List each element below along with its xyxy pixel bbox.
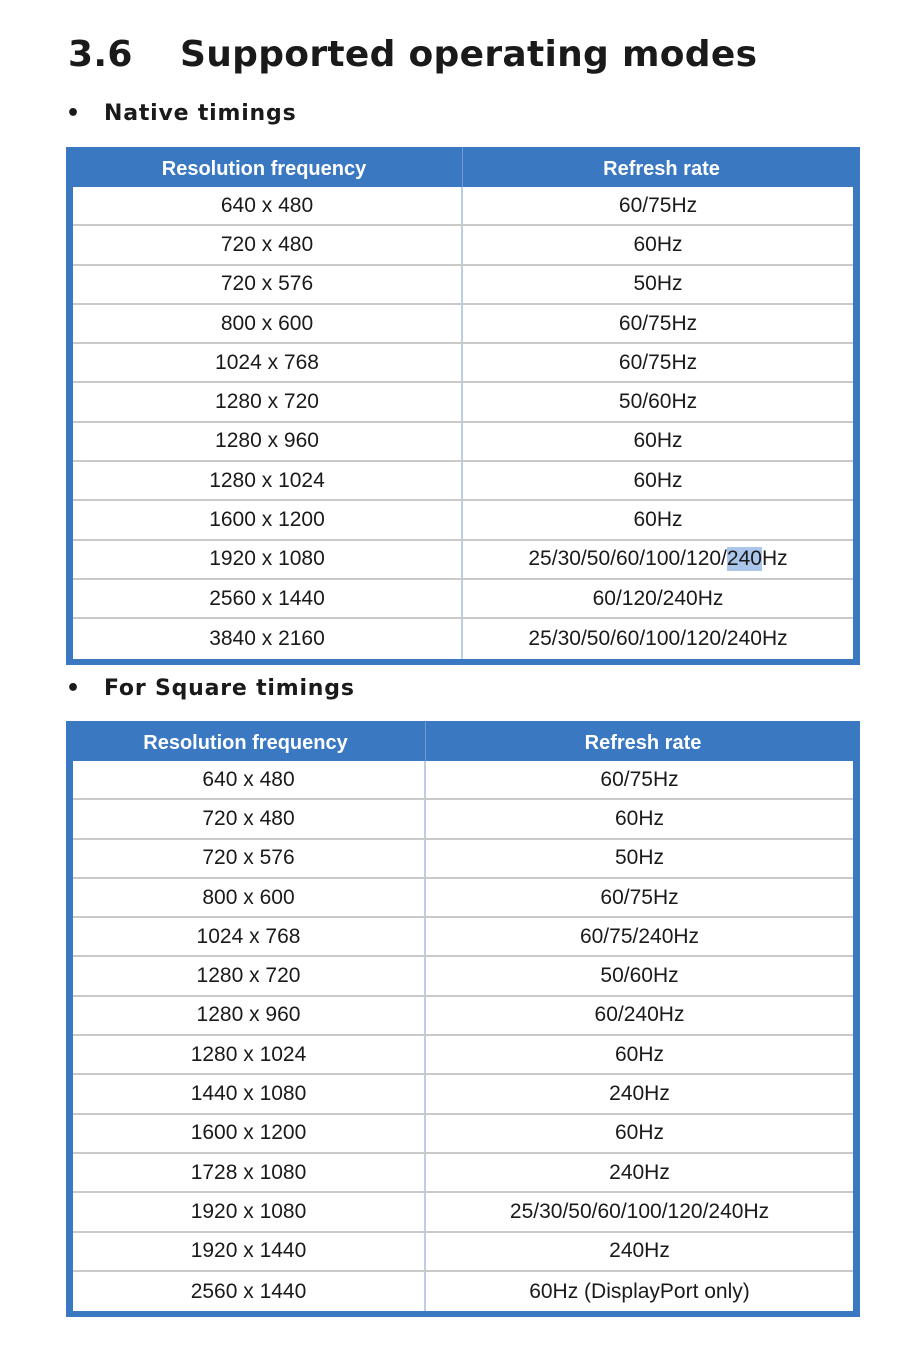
refresh-rate-cell: 60/120/240Hz — [592, 586, 724, 610]
table-row — [73, 800, 853, 839]
square-timings-heading — [66, 673, 355, 703]
table-row — [73, 918, 853, 957]
table-row — [73, 1272, 853, 1311]
resolution-cell: 3840 x 2160 — [73, 619, 463, 658]
resolution-cell: 1600 x 1200 — [73, 501, 463, 538]
table-row — [73, 1036, 853, 1075]
table-row — [73, 1233, 853, 1272]
refresh-rate-cell: 60/75Hz — [618, 311, 698, 335]
refresh-rate-cell — [463, 541, 853, 578]
table-row — [73, 1154, 853, 1193]
resolution-cell: 720 x 480 — [73, 226, 463, 263]
table-row — [73, 383, 853, 422]
table-row — [73, 1115, 853, 1154]
refresh-rate-cell: 60Hz (DisplayPort only) — [529, 1279, 750, 1303]
refresh-rate-cell: 50/60Hz — [600, 964, 679, 988]
section-number: 3.6 — [68, 33, 133, 75]
table-row — [73, 187, 853, 226]
refresh-rate-text: 25/30/50/60/100/120/ — [528, 547, 727, 571]
resolution-cell: 800 x 600 — [73, 879, 426, 916]
refresh-rate-cell: 60Hz — [633, 429, 683, 453]
refresh-rate-cell: 50/60Hz — [618, 390, 698, 414]
refresh-rate-cell: 60Hz — [614, 1121, 665, 1145]
resolution-cell: 640 x 480 — [73, 187, 463, 224]
resolution-cell: 1280 x 1024 — [73, 462, 463, 499]
refresh-rate-cell: 60/240Hz — [594, 1003, 685, 1027]
resolution-cell: 1600 x 1200 — [73, 1115, 426, 1152]
table-row — [73, 266, 853, 305]
resolution-cell: 800 x 600 — [73, 305, 463, 342]
refresh-rate-cell: 50Hz — [633, 272, 683, 296]
table-body — [73, 761, 853, 1311]
refresh-rate-cell: 50Hz — [614, 846, 665, 870]
table-row — [73, 501, 853, 540]
resolution-cell: 1280 x 720 — [73, 383, 463, 420]
resolution-cell: 720 x 480 — [73, 800, 426, 837]
table-row — [73, 840, 853, 879]
refresh-rate-cell: 60/75/240Hz — [579, 924, 700, 948]
selected-text-highlight[interactable]: 240 — [726, 547, 762, 571]
table-row — [73, 344, 853, 383]
table-header — [66, 147, 860, 187]
resolution-cell: 1280 x 1024 — [73, 1036, 426, 1073]
square-timings-title: For Square timings — [104, 675, 355, 701]
table-row — [73, 1193, 853, 1232]
resolution-cell: 1920 x 1080 — [73, 1193, 426, 1230]
resolution-cell: 1024 x 768 — [73, 344, 463, 381]
refresh-rate-cell: 25/30/50/60/100/120/240Hz — [528, 626, 788, 650]
refresh-rate-cell: 25/30/50/60/100/120/240Hz — [509, 1199, 770, 1223]
resolution-cell: 1920 x 1080 — [73, 541, 463, 578]
table-row — [73, 957, 853, 996]
refresh-rate-cell: 60/75Hz — [600, 885, 679, 909]
refresh-rate-cell: 60/75Hz — [600, 767, 679, 791]
table-header — [66, 721, 860, 761]
resolution-cell: 1280 x 960 — [73, 423, 463, 460]
square-timings-table — [66, 721, 860, 1317]
header-refresh-rate: Refresh rate — [603, 157, 720, 180]
bullet-icon: • — [66, 100, 81, 126]
resolution-cell: 2560 x 1440 — [73, 1272, 426, 1311]
table-row — [73, 541, 853, 580]
resolution-cell: 1024 x 768 — [73, 918, 426, 955]
table-row — [73, 619, 853, 658]
refresh-rate-cell: 60Hz — [633, 508, 683, 532]
section-heading — [68, 30, 757, 78]
refresh-rate-cell: 60Hz — [633, 468, 683, 492]
refresh-rate-cell: 240Hz — [609, 1082, 670, 1106]
native-timings-title: Native timings — [104, 100, 297, 126]
table-row — [73, 1075, 853, 1114]
table-body — [73, 187, 853, 659]
resolution-cell: 1280 x 960 — [73, 997, 426, 1034]
resolution-cell: 2560 x 1440 — [73, 580, 463, 617]
refresh-rate-cell: 60Hz — [614, 1042, 665, 1066]
refresh-rate-cell: 240Hz — [609, 1160, 670, 1184]
table-row — [73, 997, 853, 1036]
section-title: Supported operating modes — [180, 33, 758, 75]
header-resolution: Resolution frequency — [66, 721, 426, 761]
resolution-cell: 1440 x 1080 — [73, 1075, 426, 1112]
table-row — [73, 305, 853, 344]
table-row — [73, 226, 853, 265]
resolution-cell: 1280 x 720 — [73, 957, 426, 994]
table-row — [73, 580, 853, 619]
bullet-icon: • — [66, 675, 81, 701]
table-row — [73, 423, 853, 462]
refresh-rate-cell: 60Hz — [614, 806, 665, 830]
table-row — [73, 761, 853, 800]
resolution-cell: 640 x 480 — [73, 761, 426, 798]
refresh-rate-cell: 60Hz — [633, 232, 683, 256]
refresh-rate-cell: 60/75Hz — [618, 350, 698, 374]
header-refresh-rate: Refresh rate — [584, 731, 702, 754]
refresh-rate-text: Hz — [761, 547, 788, 571]
refresh-rate-cell: 60/75Hz — [618, 193, 698, 217]
table-row — [73, 879, 853, 918]
resolution-cell: 1728 x 1080 — [73, 1154, 426, 1191]
table-row — [73, 462, 853, 501]
native-timings-heading — [66, 98, 296, 128]
native-timings-table — [66, 147, 860, 665]
header-resolution: Resolution frequency — [66, 147, 463, 187]
resolution-cell: 720 x 576 — [73, 840, 426, 877]
resolution-cell: 720 x 576 — [73, 266, 463, 303]
resolution-cell: 1920 x 1440 — [73, 1233, 426, 1270]
refresh-rate-cell: 240Hz — [609, 1239, 670, 1263]
